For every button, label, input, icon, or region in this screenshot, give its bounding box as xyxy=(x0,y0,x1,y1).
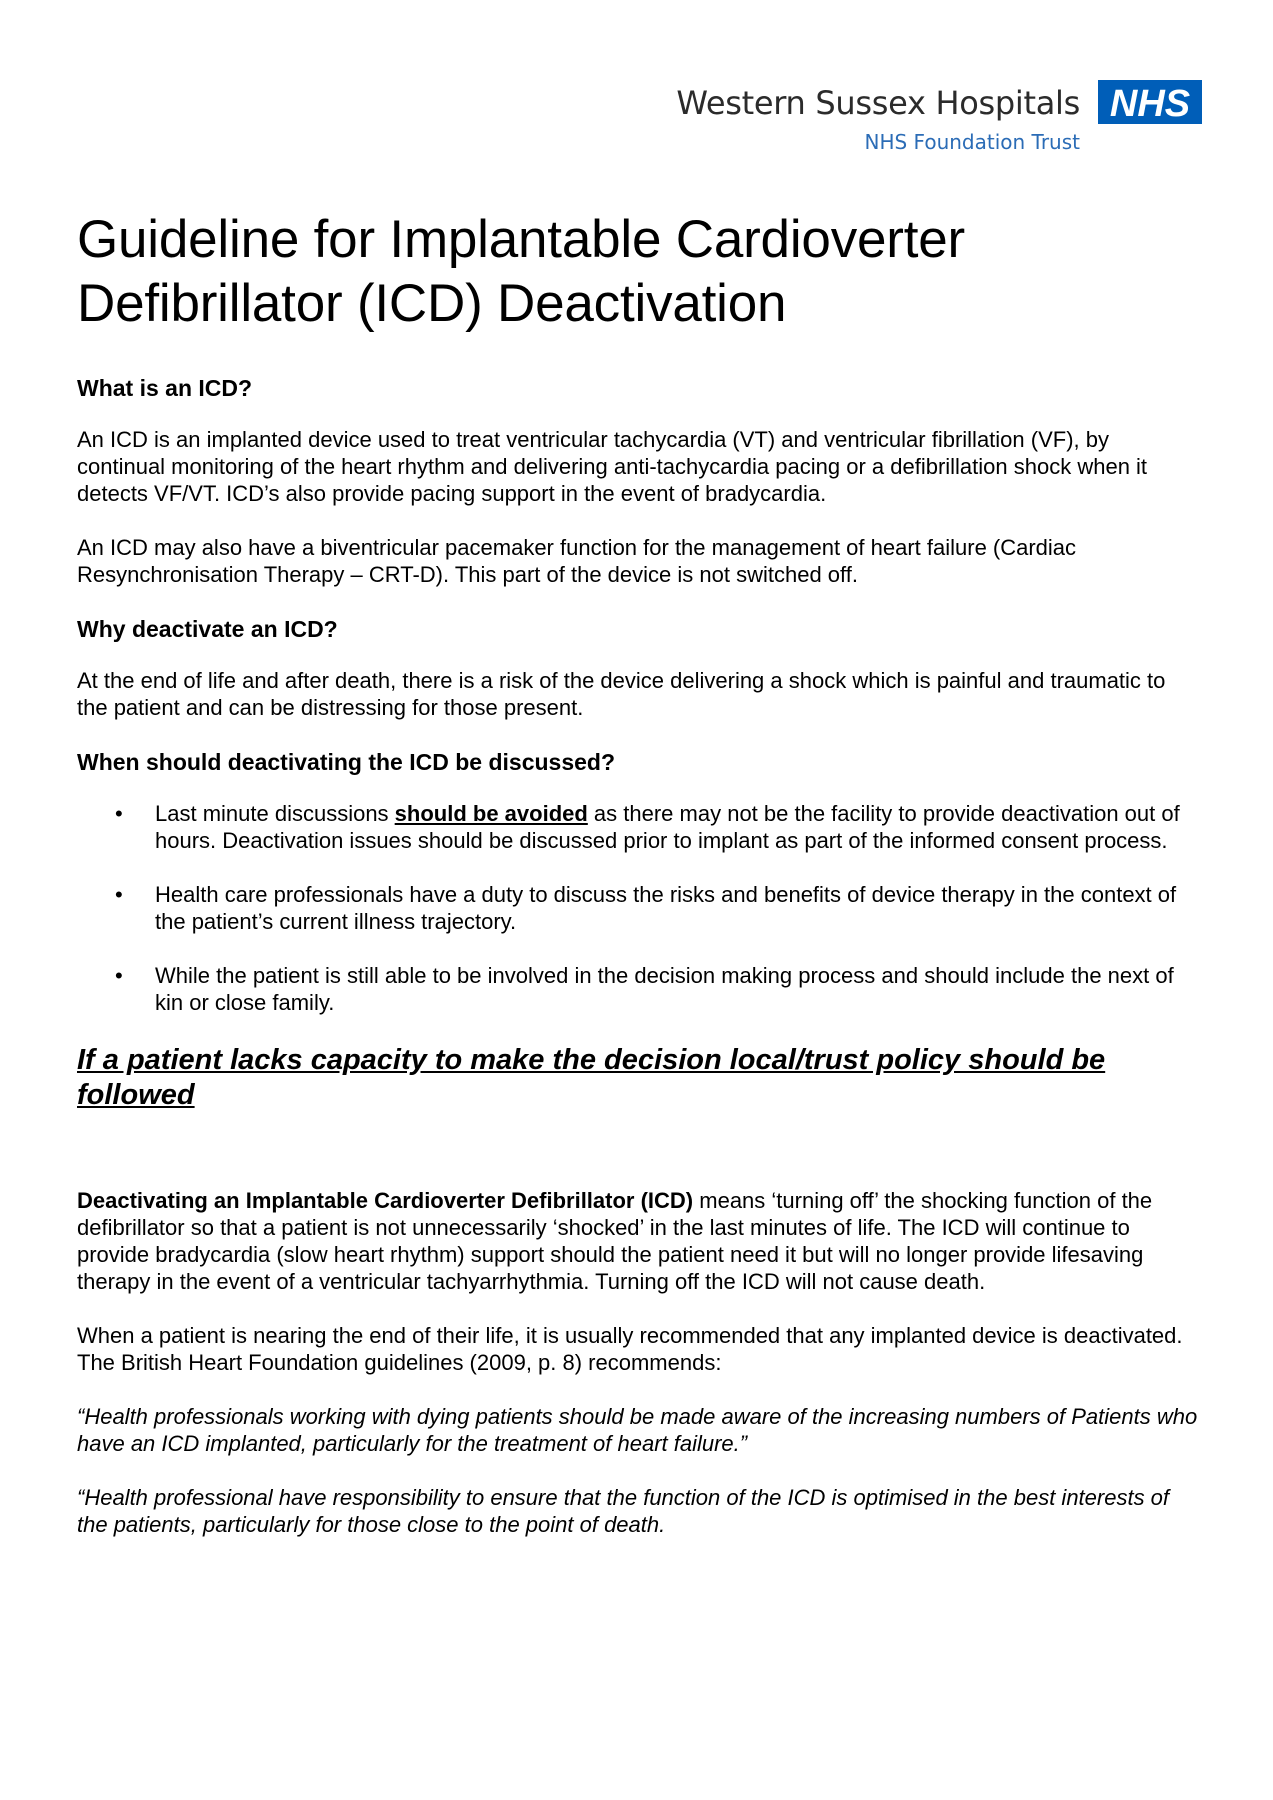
quote-1: “Health professionals working with dying patients should be made aware of the increasing numbers of Patients who have an ICD implanted, particularly for the treatment of heart failure.” xyxy=(77,1404,1198,1456)
nhs-logo-icon xyxy=(1098,80,1202,124)
paragraph-what-1: An ICD is an implanted device used to treat ventricular tachycardia (VT) and ventricular fibrillation (VF), by continual monitoring of the heart rhythm and delivering anti-tachycardia pacing or a defibrillation shock when it detects VF/VT. ICD’s also provide pacing support in the event of bradycardia. xyxy=(77,427,1148,506)
org-subtitle: NHS Foundation Trust xyxy=(864,130,1080,154)
list-item-text: Health care professionals have a duty to discuss the risks and benefits of device therapy in the context of the patient’s current illness trajectory. xyxy=(155,882,1177,934)
list-item xyxy=(77,962,1202,1016)
bullet-icon: • xyxy=(115,882,123,907)
deactivating-bold-term: Deactivating an Implantable Cardioverter Defibrillator (ICD) xyxy=(77,1188,694,1213)
bullet-icon: • xyxy=(115,963,123,988)
bullet-list xyxy=(77,800,1202,1016)
paragraph-deactivating-2: When a patient is nearing the end of their life, it is usually recommended that any implanted device is deactivated. The British Heart Foundation guidelines (2009, p. 8) recommends: xyxy=(77,1323,1183,1375)
capacity-statement: If a patient lacks capacity to make the decision local/trust policy should be followed xyxy=(77,1044,1106,1111)
list-item-text-post: as there may not be the facility to provide deactivation out of hours. Deactivation issues should be discussed prior to implant as part of the informed consent process. xyxy=(155,801,1180,853)
paragraph-what-2: An ICD may also have a biventricular pacemaker function for the management of heart failure (Cardiac Resynchronisation Therapy – CRT-D). This part of the device is not switched off. xyxy=(77,535,1077,587)
list-item xyxy=(77,881,1202,935)
list-item xyxy=(77,800,1202,854)
list-item-text-pre: Last minute discussions xyxy=(155,801,395,826)
paragraph-deactivating-1 xyxy=(77,1187,1202,1295)
paragraph-why-1: At the end of life and after death, there is a risk of the device delivering a shock which is painful and traumatic to the patient and can be distressing for those present. xyxy=(77,668,1166,720)
list-item-emphasis: should be avoided xyxy=(394,801,588,826)
heading-what-is-icd: What is an ICD? xyxy=(77,375,253,401)
bullet-icon: • xyxy=(115,801,123,826)
org-name: Western Sussex Hospitals xyxy=(676,84,1080,122)
nhs-logo-text: NHS xyxy=(1109,83,1191,124)
heading-when-discussed: When should deactivating the ICD be discussed? xyxy=(77,749,616,775)
page-title: Guideline for Implantable Cardioverter Defibrillator (ICD) Deactivation xyxy=(77,210,965,333)
list-item-text: While the patient is still able to be involved in the decision making process and should include the next of kin or close family. xyxy=(155,963,1174,1015)
trust-header xyxy=(662,78,1202,158)
deactivating-text: means ‘turning off’ the shocking function of the defibrillator so that a patient is not unnecessarily ‘shocked’ in the last minutes of life. The ICD will continue to provide bradycardia (slow heart rhythm) support should the patient need it but will no longer provide lifesaving therapy in the event of a ventricular tachyarrhythmia. Turning off the ICD will not cause death. xyxy=(77,1188,1153,1294)
quote-2: “Health professional have responsibility to ensure that the function of the ICD is optimised in the best interests of the patients, particularly for those close to the point of death. xyxy=(77,1485,1170,1537)
document-body xyxy=(77,208,1202,1565)
heading-why-deactivate: Why deactivate an ICD? xyxy=(77,616,338,642)
